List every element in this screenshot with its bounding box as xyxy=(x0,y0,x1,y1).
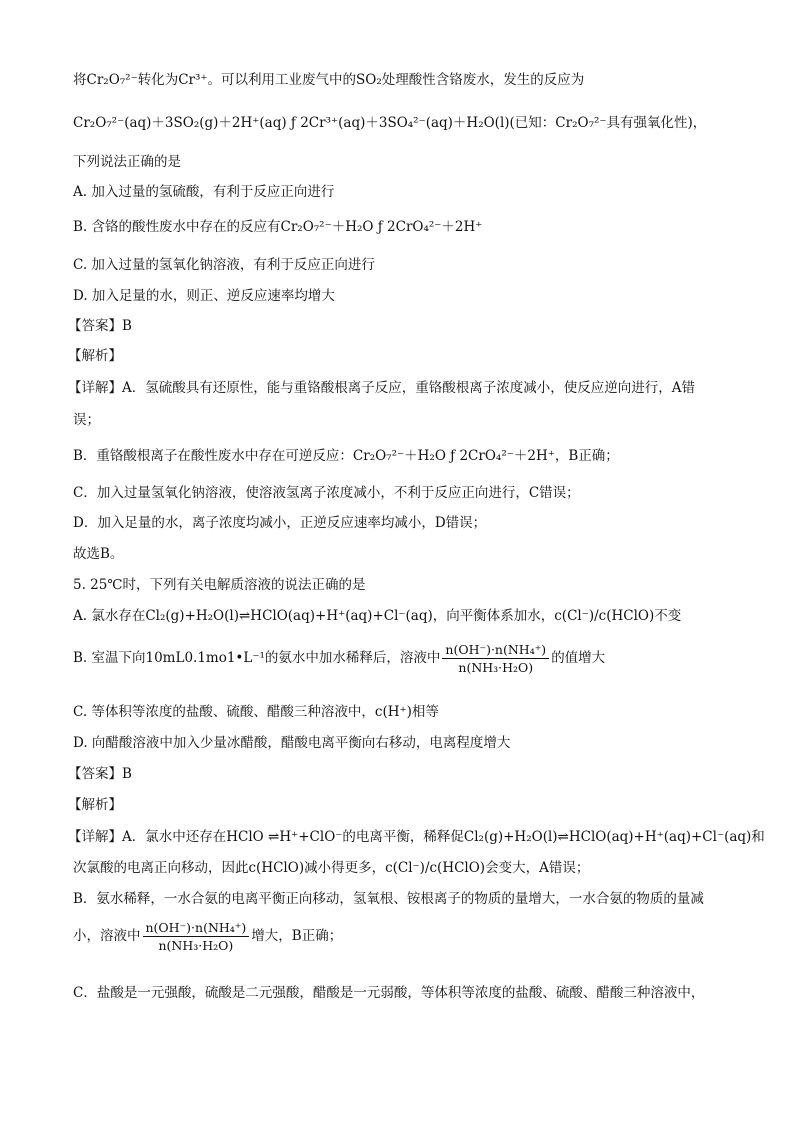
text: 【答案】B xyxy=(68,766,132,782)
text: C. 加入过量的氢氧化钠溶液，有利于反应正向进行 xyxy=(73,257,375,273)
explanation-line xyxy=(73,920,342,953)
text: B. 室温下向10mL0.1mo1•L⁻¹的氨水中加水稀释后，溶液中 xyxy=(73,650,441,666)
fraction xyxy=(442,642,549,675)
explanation-line xyxy=(73,985,704,1001)
text: 【答案】B xyxy=(68,318,132,334)
text: D. 向醋酸溶液中加入少量冰醋酸，醋酸电离平衡向右移动，电离程度增大 xyxy=(73,735,511,751)
explanation-line xyxy=(73,485,580,501)
text: 下列说法正确的是 xyxy=(73,154,181,170)
text: C．盐酸是一元强酸，硫酸是二元强酸，醋酸是一元弱酸，等体积等浓度的盐酸、硫酸、醋酸三种溶液中， xyxy=(73,985,705,1001)
conclusion-line xyxy=(73,546,123,562)
fraction-numerator: n(OH⁻)·n(NH₄⁺) xyxy=(143,920,250,937)
question-title xyxy=(73,577,365,593)
text: 小，溶液中 xyxy=(73,928,141,944)
text: 次氯酸的电离正向移动，因此c(HClO)减小得更多，c(Cl⁻)/c(HClO)会变大，A错误； xyxy=(73,860,590,876)
text: 【详解】A．氯水中还存在HClO ⇌H⁺+ClO⁻的电离平衡，稀释促Cl₂(g)+H₂O(l)⇌HClO(aq)+H⁺(aq)+Cl⁻(aq)和 xyxy=(68,829,765,845)
answer-label xyxy=(68,766,132,782)
option-b xyxy=(73,219,482,235)
fraction xyxy=(143,920,250,953)
explanation-line xyxy=(73,412,100,428)
text-line xyxy=(73,72,584,88)
option-a xyxy=(73,608,681,624)
explanation-line xyxy=(68,380,695,396)
answer-label xyxy=(68,318,132,334)
analysis-label xyxy=(68,797,122,813)
text: B. 含铬的酸性废水中存在的反应有Cr₂O₇²⁻＋H₂O ƒ 2CrO₄²⁻＋2H⁺ xyxy=(73,219,483,235)
text: 将Cr₂O₇²⁻转化为Cr³⁺。可以利用工业废气中的SO₂处理酸性含铬废水，发生的反应为 xyxy=(73,72,585,88)
option-c xyxy=(73,704,439,720)
text: A. 加入过量的氢硫酸，有利于反应正向进行 xyxy=(73,184,335,200)
text: A. 氯水存在Cl₂(g)+H₂O(l)⇌HClO(aq)+H⁺(aq)+Cl⁻(aq)，向平衡体系加水，c(Cl⁻)/c(HClO)不变 xyxy=(73,608,682,624)
equation-line xyxy=(73,115,706,131)
text: 故选B。 xyxy=(73,546,124,562)
text: 误； xyxy=(73,412,100,428)
text: D. 加入足量的水，则正、逆反应速率均增大 xyxy=(73,288,335,304)
text: C．加入过量氢氧化钠溶液，使溶液氢离子浓度减小，不利于反应正向进行，C错误； xyxy=(73,485,580,501)
explanation-line xyxy=(73,860,589,876)
option-b xyxy=(73,642,605,675)
text: C. 等体积等浓度的盐酸、硫酸、醋酸三种溶液中，c(H⁺)相等 xyxy=(73,704,439,720)
explanation-line xyxy=(73,515,486,531)
question-stem xyxy=(73,154,181,170)
option-d xyxy=(73,288,335,304)
text: 【详解】A．氢硫酸具有还原性，能与重铬酸根离子反应，重铬酸根离子浓度减小，使反应逆向进行，A错 xyxy=(68,380,695,396)
text: 【解析】 xyxy=(68,797,122,813)
equation-text: Cr₂O₇²⁻(aq)＋3SO₂(g)＋2H⁺(aq) ƒ 2Cr³⁺(aq)＋3SO₄²⁻(aq)＋H₂O(l)(已知：Cr₂O₇²⁻具有强氧化性)， xyxy=(73,115,707,131)
option-c xyxy=(73,257,375,273)
text: 【解析】 xyxy=(68,348,122,364)
analysis-label xyxy=(68,348,122,364)
text: D．加入足量的水，离子浓度均减小，正逆反应速率均减小，D错误； xyxy=(73,515,487,531)
fraction-denominator: n(NH₃·H₂O) xyxy=(458,660,534,675)
explanation-line xyxy=(73,891,704,907)
text: 5. 25℃时，下列有关电解质溶液的说法正确的是 xyxy=(73,577,366,593)
option-d xyxy=(73,735,510,751)
text: B．重铬酸根离子在酸性废水中存在可逆反应：Cr₂O₇²⁻＋H₂O ƒ 2CrO₄²⁻＋2H⁺，B正确； xyxy=(73,448,619,464)
text: B．氨水稀释，一水合氨的电离平衡正向移动，氢氧根、铵根离子的物质的量增大，一水合氨的物质的量减 xyxy=(73,891,704,907)
text: 的值增大 xyxy=(551,650,606,666)
explanation-line xyxy=(68,829,765,845)
fraction-numerator: n(OH⁻)·n(NH₄⁺) xyxy=(442,642,549,659)
explanation-line xyxy=(73,448,619,464)
fraction-denominator: n(NH₃·H₂O) xyxy=(158,938,234,953)
option-a xyxy=(73,184,334,200)
text: 增大，B正确； xyxy=(251,928,343,944)
